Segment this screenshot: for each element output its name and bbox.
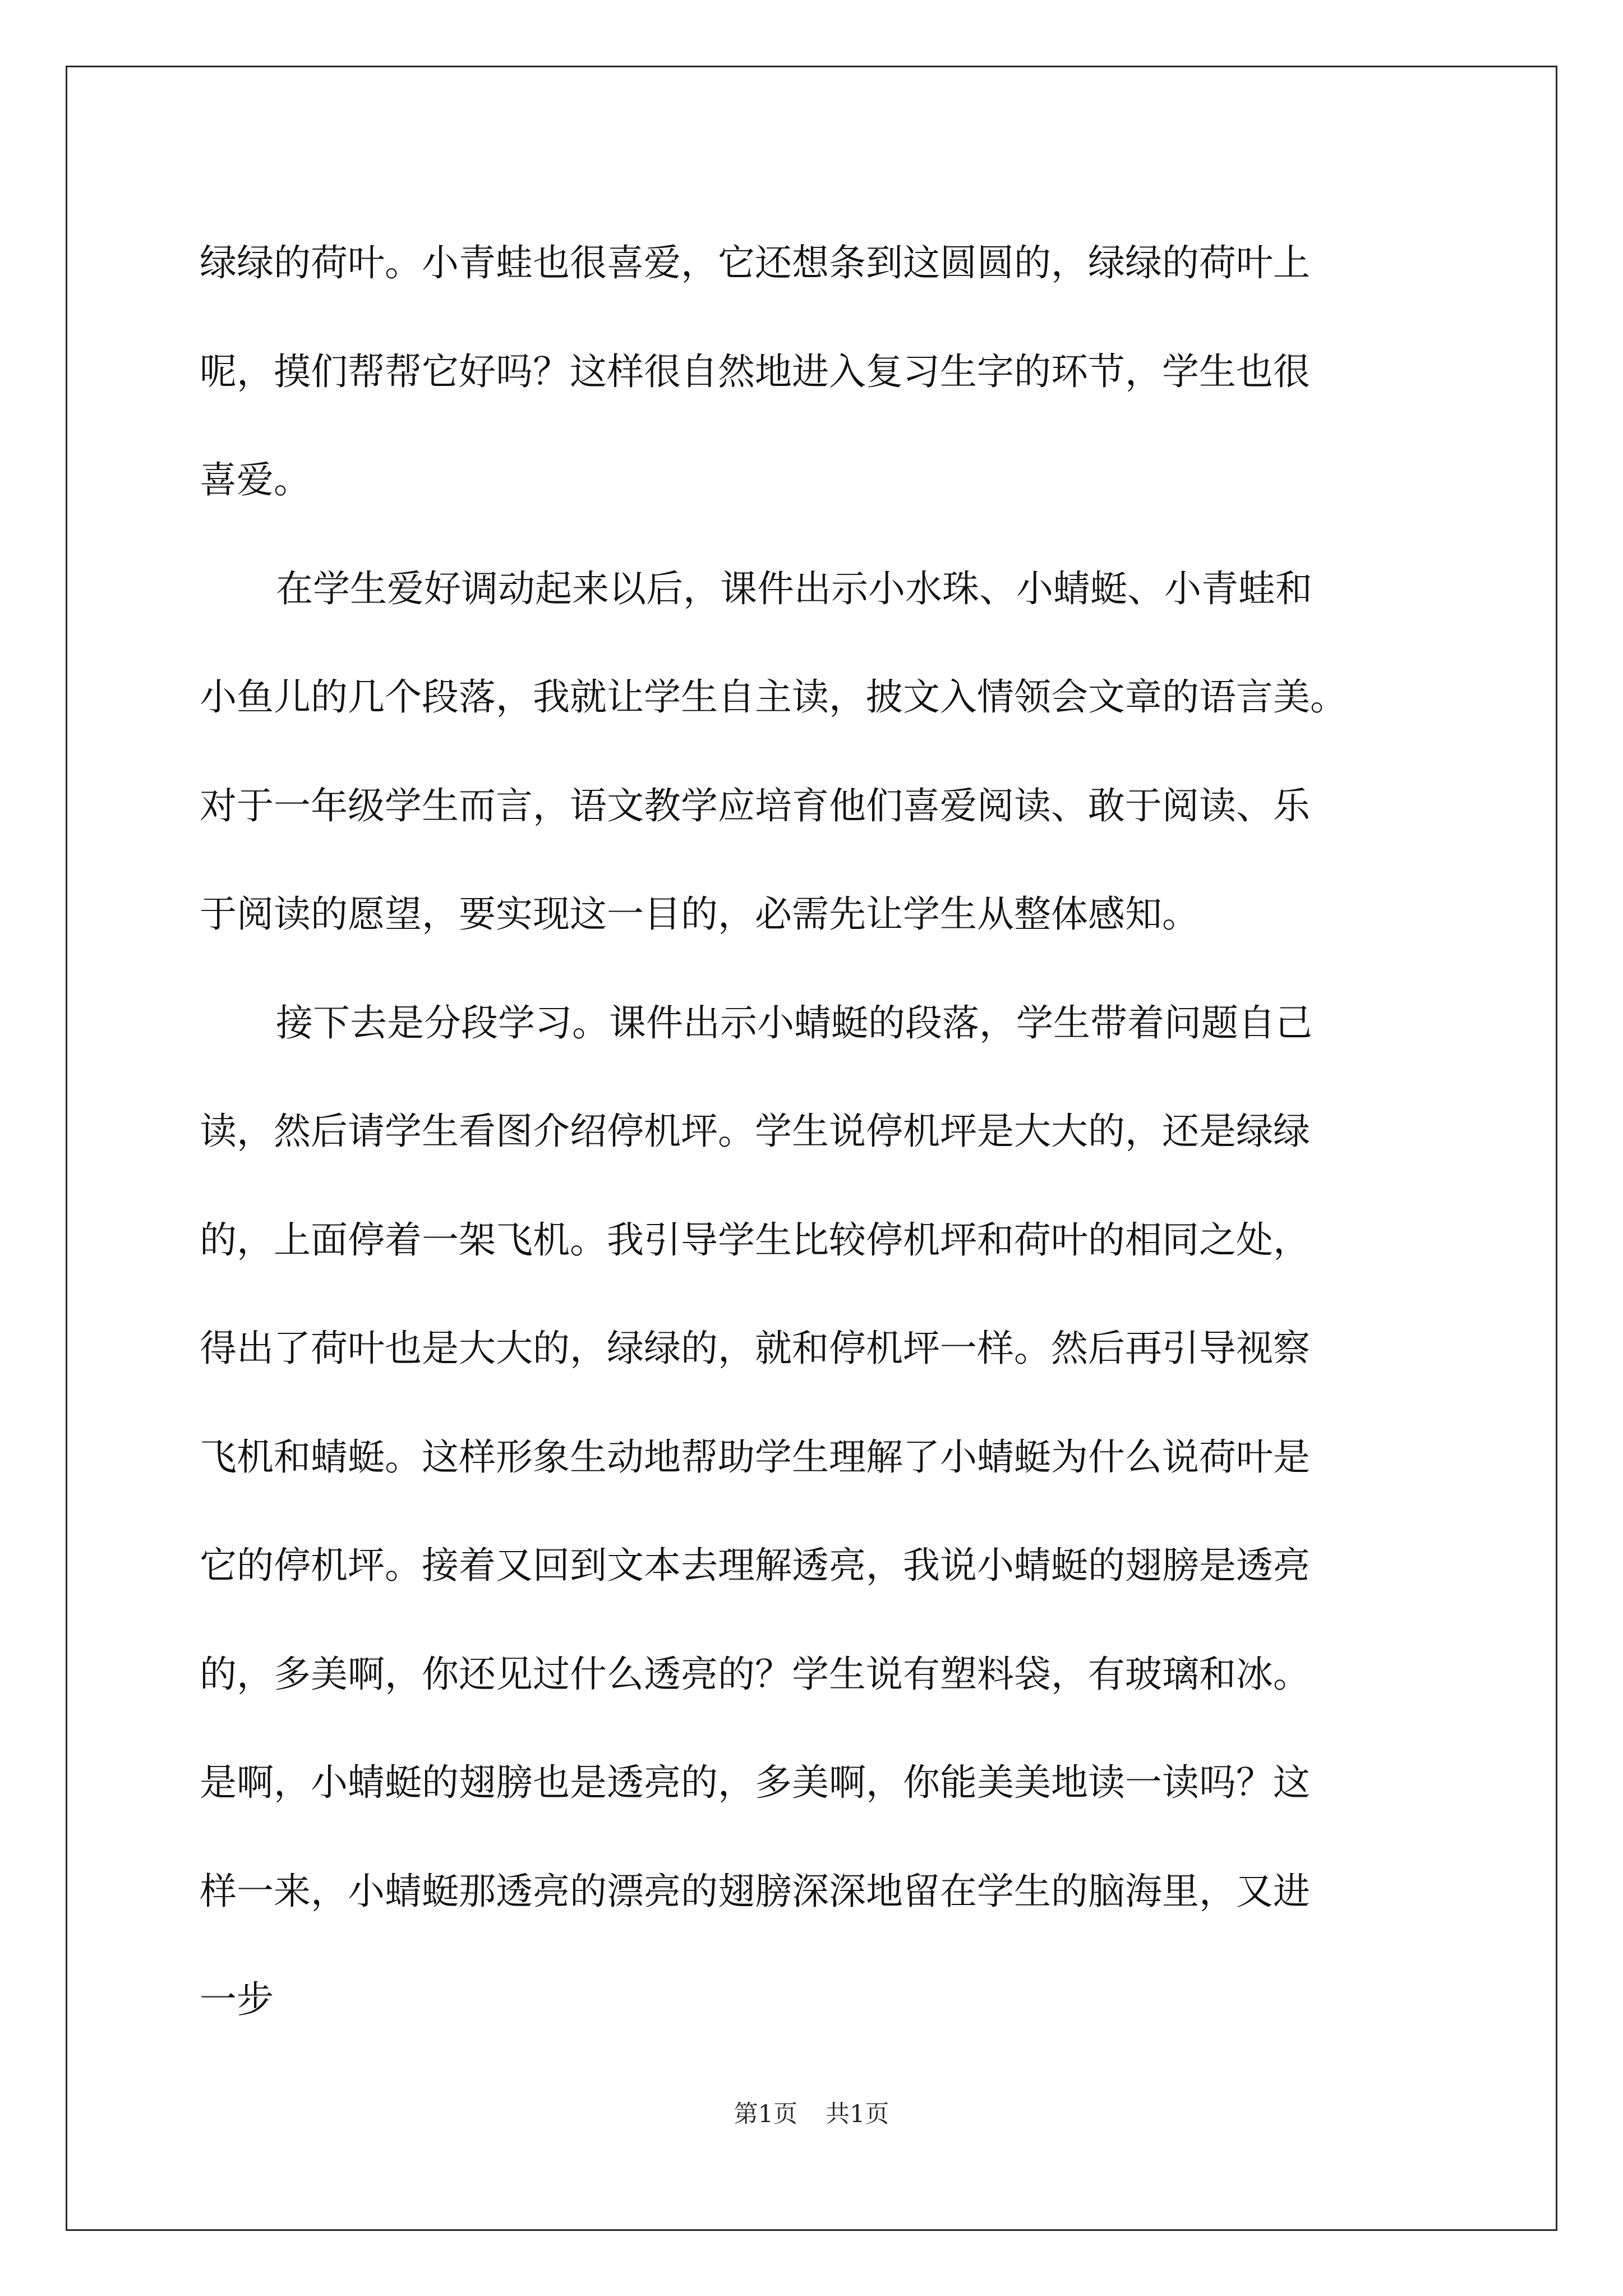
text-line: 于阅读的愿望，要实现这一目的，必需先让学生从整体感知。 [200,892,1199,936]
text-line: 对于一年级学生而言，语文教学应培育他们喜爱阅读、敢于阅读、乐 [200,784,1310,827]
text-line: 绿绿的荷叶。小青蛙也很喜爱，它还想条到这圆圆的，绿绿的荷叶上 [200,241,1310,284]
text-line: 得出了荷叶也是大大的，绿绿的，就和停机坪一样。然后再引导视察 [200,1327,1310,1370]
text-line: 喜爱。 [200,458,311,501]
paragraph-start-line: 在学生爱好调动起来以后，课件出示小水珠、小蜻蜓、小青蛙和 [276,567,1312,610]
paragraph-start-line: 接下去是分段学习。课件出示小蜻蜓的段落，学生带着问题自己 [276,1001,1312,1045]
text-line: 读，然后请学生看图介绍停机坪。学生说停机坪是大大的，还是绿绿 [200,1110,1310,1153]
text-line: 一步 [200,1978,274,2021]
page-number: 第1页 [734,2100,797,2128]
text-line: 样一来，小蜻蜓那透亮的漂亮的翅膀深深地留在学生的脑海里，又进 [200,1869,1310,1913]
page-footer [0,2095,1623,2129]
text-line: 的，多美啊，你还见过什么透亮的？学生说有塑料袋，有玻璃和冰。 [200,1652,1310,1696]
document-body [200,209,1433,2054]
text-line: 它的停机坪。接着又回到文本去理解透亮，我说小蜻蜓的翅膀是透亮 [200,1544,1310,1587]
text-line: 的，上面停着一架飞机。我引导学生比较停机坪和荷叶的相同之处， [200,1218,1310,1262]
text-line: 是啊，小蜻蜓的翅膀也是透亮的，多美啊，你能美美地读一读吗？这 [200,1761,1310,1804]
page-total: 共1页 [826,2100,889,2128]
text-line: 呢，摸们帮帮它好吗？这样很自然地进入复习生字的环节，学生也很 [200,349,1310,393]
text-line: 小鱼儿的几个段落，我就让学生自主读，披文入情领会文章的语言美。 [200,675,1347,719]
text-line: 飞机和蜻蜓。这样形象生动地帮助学生理解了小蜻蜓为什么说荷叶是 [200,1435,1310,1479]
